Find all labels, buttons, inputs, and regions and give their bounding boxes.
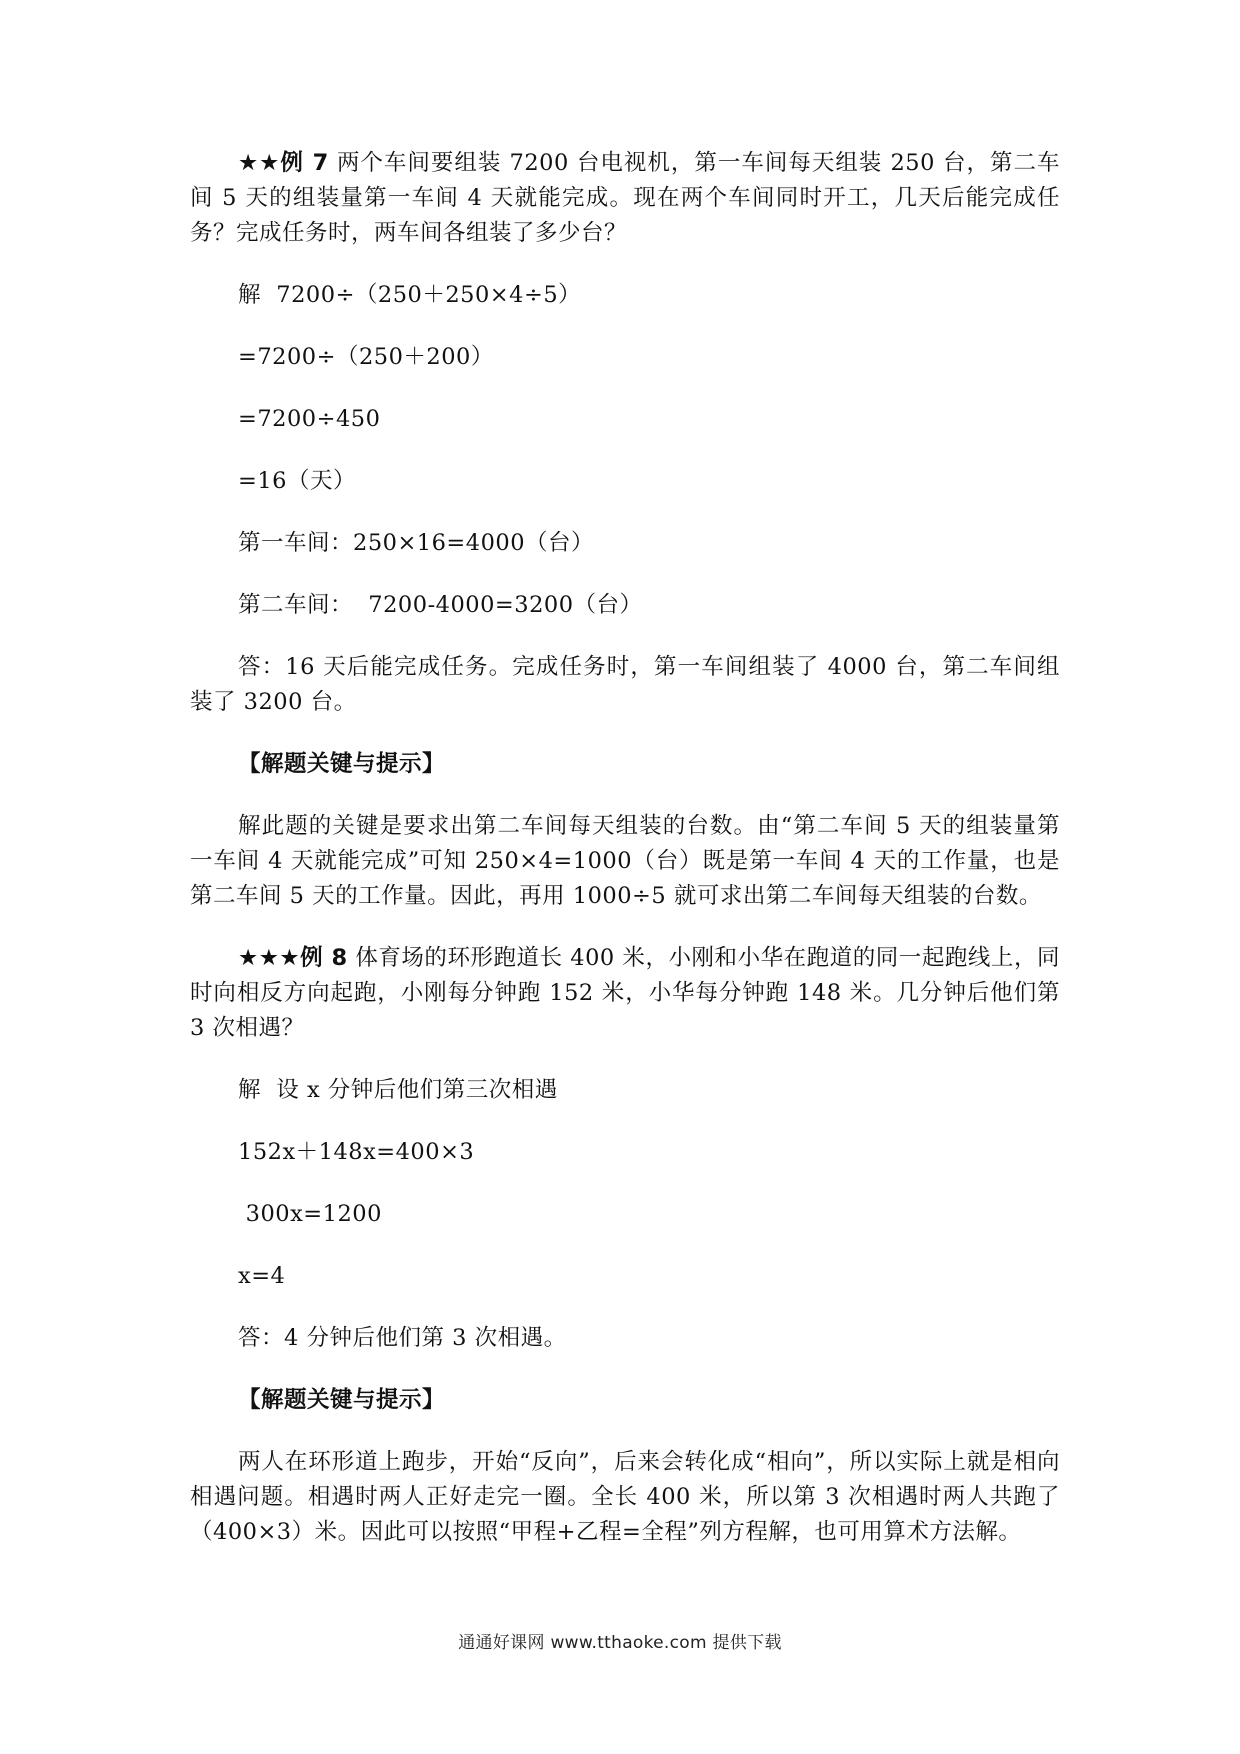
solution-line: 300x=1200 bbox=[238, 1201, 382, 1227]
solution-line: =16（天） bbox=[238, 468, 356, 494]
example-7-problem bbox=[190, 146, 1060, 251]
example-7-answer: 答：16 天后能完成任务。完成任务时，第一车间组装了 4000 台，第二车间组装了 3200 台。 bbox=[190, 654, 1060, 715]
solution-line: 第二车间： 7200-4000=3200（台） bbox=[238, 592, 643, 618]
example-7-key-text: 解此题的关键是要求出第二车间每天组装的台数。由“第二车间 5 天的组装量第一车间 4 天就能完成”可知 250×4=1000（台）既是第一车间 4 天的工作量，也是第二车间 5 天的工作量。因此，再用 1000÷5 就可求出第二车间每天组装的台数。 bbox=[190, 813, 1060, 909]
solution-line: =7200÷（250＋200） bbox=[238, 344, 494, 370]
solution-line: =7200÷450 bbox=[238, 406, 381, 432]
example-8-key-text: 两人在环形道上跑步，开始“反向”，后来会转化成“相向”，所以实际上就是相向相遇问题。相遇时两人正好走完一圈。全长 400 米，所以第 3 次相遇时两人共跑了（400×3）米。因此可以按照“甲程+乙程=全程”列方程解，也可用算术方法解。 bbox=[190, 1449, 1060, 1545]
example-8-problem bbox=[190, 941, 1060, 1046]
solution-line: 解 7200÷（250＋250×4÷5） bbox=[238, 282, 582, 308]
example-7-text: 两个车间要组装 7200 台电视机，第一车间每天组装 250 台，第二车间 5 天的组装量第一车间 4 天就能完成。现在两个车间同时开工，几天后能完成任务？完成任务时，两车间各组装了多少台？ bbox=[190, 150, 1060, 246]
example-8-text: 体育场的环形跑道长 400 米，小刚和小华在跑道的同一起跑线上，同时向相反方向起跑，小刚每分钟跑 152 米，小华每分钟跑 148 米。几分钟后他们第 3 次相遇？ bbox=[190, 945, 1060, 1041]
example-7-label: ★★例 7 bbox=[238, 150, 329, 176]
solution-line: 第一车间：250×16=4000（台） bbox=[238, 530, 595, 556]
solution-line: 解 设 x 分钟后他们第三次相遇 bbox=[238, 1077, 558, 1103]
example-7-key-heading: 【解题关键与提示】 bbox=[238, 751, 446, 777]
page-footer: 通通好课网 www.tthaoke.com 提供下载 bbox=[458, 1633, 782, 1653]
page-content bbox=[190, 146, 1060, 1550]
example-8-key-heading: 【解题关键与提示】 bbox=[238, 1387, 446, 1413]
example-8-label: ★★★例 8 bbox=[238, 945, 348, 971]
example-8-answer: 答：4 分钟后他们第 3 次相遇。 bbox=[238, 1325, 567, 1351]
solution-line: x=4 bbox=[238, 1263, 286, 1289]
solution-line: 152x＋148x=400×3 bbox=[238, 1139, 475, 1165]
